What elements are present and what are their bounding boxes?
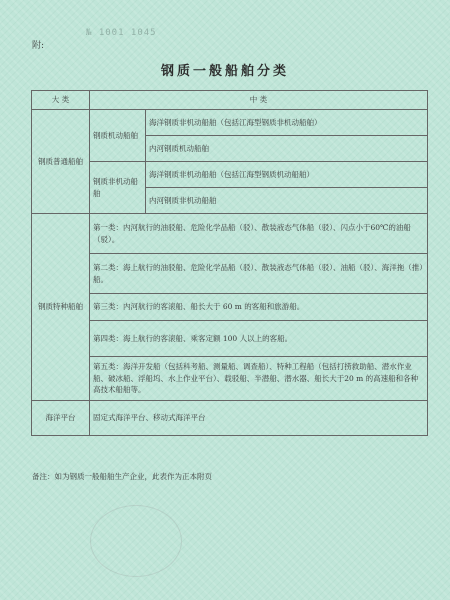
cell-nonpowered-river: 内河钢质非机动船舶 <box>146 188 428 214</box>
group-offshore: 海洋平台 <box>32 401 90 436</box>
cell-special-3: 第三类：内河航行的客滚船、船长大于 60 m 的客船和旅游船。 <box>90 294 428 321</box>
table-row <box>32 162 428 188</box>
table-row <box>32 110 428 136</box>
subgroup-non-powered: 钢质非机动船舶 <box>90 162 146 214</box>
cell-powered-river: 内河钢质机动船舶 <box>146 136 428 162</box>
page-title: 钢质一般船舶分类 <box>160 64 289 79</box>
cell-offshore: 固定式海洋平台、移动式海洋平台 <box>90 401 428 436</box>
cell-nonpowered-sea: 海洋钢质非机动船舶（包括江海型钢质机动船舶） <box>146 162 428 188</box>
cell-powered-sea: 海洋钢质非机动船舶（包括江海型钢质非机动船舶） <box>146 110 428 136</box>
attachment-label: 附: <box>32 41 45 51</box>
group-special: 钢质特种船舶 <box>32 214 90 401</box>
cell-special-1: 第一类：内河航行的油驳船、危险化学品船（驳）、散装液态气体船（驳）、闪点小于60℃的油船（驳）。 <box>90 214 428 254</box>
subgroup-powered: 钢质机动船舶 <box>90 110 146 162</box>
cell-special-2: 第二类：海上航行的油驳船、危险化学品船（驳）、散装液态气体船（驳）、油船（驳）、海洋拖（推）船。 <box>90 254 428 294</box>
group-ordinary: 钢质普通船舶 <box>32 110 90 214</box>
cell-special-5: 第五类：海洋开发船（包括科考船、测量船、调查船）、特种工程船（包括打捞救助船、潜水作业船、破冰船、浮船坞、水上作业平台）、载驳船、半潜船、潜水器、船长大于20 m 的高速船和各种高技术船舶等。 <box>90 357 428 401</box>
cell-special-4: 第四类：海上航行的客滚船、乘客定额 100 人以上的客船。 <box>90 321 428 357</box>
footer-note: 备注：如为钢质一般船舶生产企业，此表作为正本附页 <box>32 472 212 481</box>
classification-table <box>31 90 428 436</box>
faint-seal <box>90 505 182 577</box>
header-middle-category: 中 类 <box>90 91 428 110</box>
table-row <box>32 294 428 321</box>
table-row <box>32 357 428 401</box>
table-row <box>32 401 428 436</box>
table-row <box>32 214 428 254</box>
header-major-category: 大 类 <box>32 91 90 110</box>
table-row <box>32 254 428 294</box>
serial-number: № 1001 1045 <box>86 28 157 38</box>
table-row <box>32 321 428 357</box>
table-header-row <box>32 91 428 110</box>
